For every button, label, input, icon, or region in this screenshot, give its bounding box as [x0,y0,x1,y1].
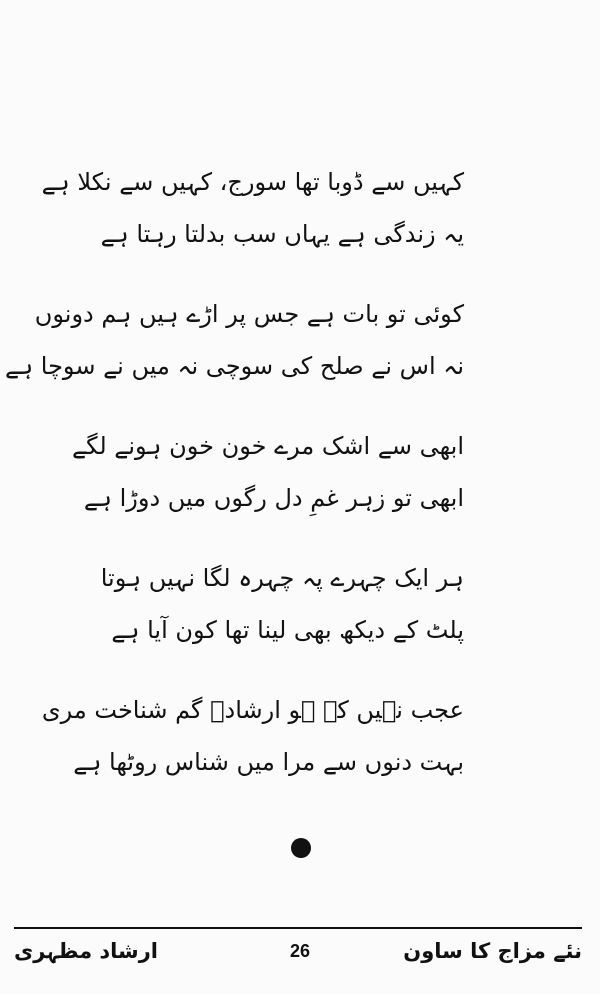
footer-divider [14,927,582,929]
couplet-5 [41,684,464,816]
author-name: ارشاد مظہری [14,939,158,963]
couplet-3 [72,420,464,552]
verse-line: کوئی تو بات ہے جس پر اڑے ہیں ہم دونوں [34,300,464,328]
book-title: نئے مزاج کا ساون [403,939,582,963]
verse-line: بہت دنوں سے مرا میں شناس روٹھا ہے [73,748,464,776]
verse-line: کہیں سے ڈوبا تھا سورج، کہیں سے نکلا ہے [41,168,464,196]
page-footer [14,935,582,971]
couplet-4 [100,552,464,684]
couplet-2 [5,288,464,420]
verse-line: عجب نہیں کہ ہو ارشادؔ گم شناخت مری [41,696,464,724]
verse-line: ابھی تو زہر غمِ دل رگوں میں دوڑا ہے [83,484,464,512]
verse-line: ابھی سے اشک مرے خون خون ہونے لگے [72,432,464,460]
verse-line: پلٹ کے دیکھ بھی لینا تھا کون آیا ہے [111,616,464,644]
verse-line: یہ زندگی ہے یہاں سب بدلتا رہتا ہے [100,220,464,248]
page-number: 26 [290,941,311,961]
verse-line: نہ اس نے صلح کی سوچی نہ میں نے سوچا ہے [5,352,464,380]
couplet-1 [41,156,464,288]
verse-line: ہر ایک چہرے پہ چہرہ لگا نہیں ہوتا [100,564,464,592]
end-ornament-dot [291,838,311,858]
ghazal [5,156,464,816]
